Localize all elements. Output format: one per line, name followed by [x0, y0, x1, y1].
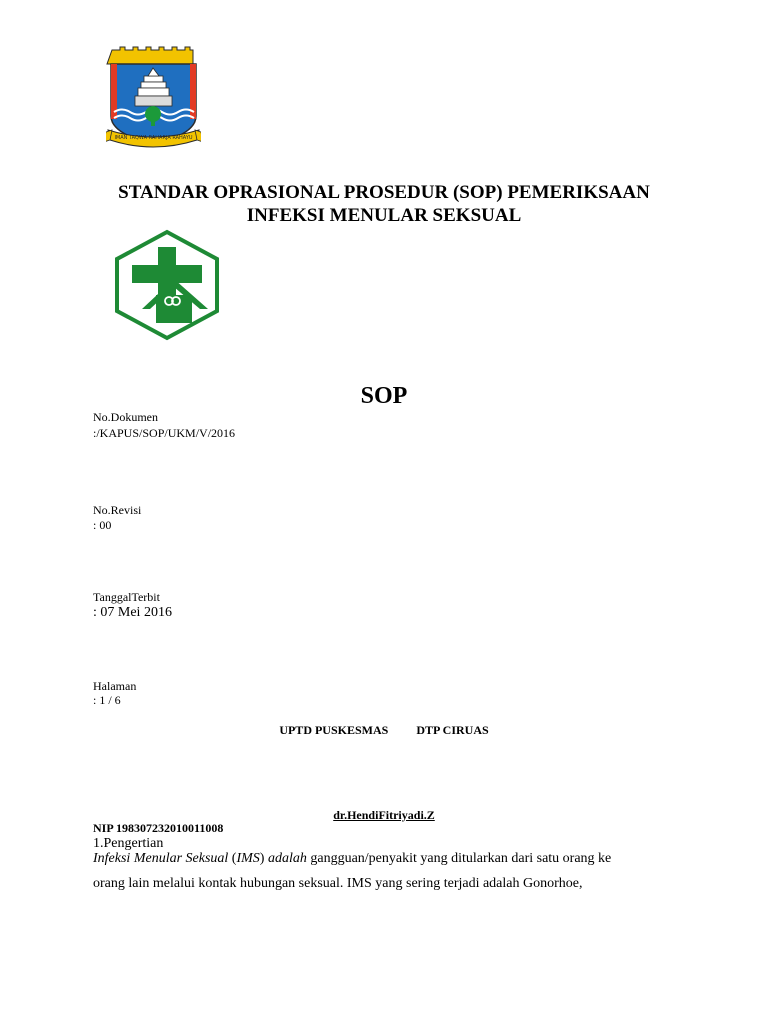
document-title [0, 181, 768, 227]
no-revisi-value: : 00 [93, 518, 112, 532]
section-title: 1.Pengertian [93, 836, 164, 851]
title-line-2: INFEKSI MENULAR SEKSUAL [246, 205, 522, 226]
uptd-puskesmas-text: UPTD PUSKESMAS [279, 723, 389, 737]
uptd-ciruas-text: DTP CIRUAS [416, 723, 489, 737]
tanggal-terbit-value: : 07 Mei 2016 [93, 605, 172, 620]
ims-term: Infeksi Menular Seksual [93, 851, 229, 866]
uptd-line [0, 723, 768, 738]
adalah-word: adalah [264, 851, 307, 866]
emblem-ribbon-text: IMAN TAQWA RAHARJA RAHAYU [114, 135, 193, 141]
halaman-label: Halaman [93, 679, 137, 693]
no-dokumen-value: :/KAPUS/SOP/UKM/V/2016 [93, 426, 236, 440]
signer-name: dr.HendiFitriyadi.Z [333, 808, 435, 822]
puskesmas-logo-icon [112, 229, 222, 341]
title-line-1: STANDAR OPRASIONAL PROSEDUR (SOP) PEMERIKSAAN [118, 182, 650, 203]
halaman-value: : 1 / 6 [93, 693, 121, 707]
no-revisi-label: No.Revisi [93, 503, 142, 517]
signer-nip: NIP 198307232010011008 [93, 821, 224, 835]
no-dokumen-label: No.Dokumen [93, 410, 158, 424]
paragraph-line-1 [93, 851, 611, 867]
paragraph-line-1-rest: gangguan/penyakit yang ditularkan dari satu orang ke [306, 851, 612, 866]
paren-close: ) [259, 851, 265, 866]
paragraph-line-2: orang lain melalui kontak hubungan seksual. IMS yang sering terjadi adalah Gonorhoe, [93, 876, 583, 891]
sop-heading: SOP [360, 383, 408, 409]
ims-abbr: IMS [236, 851, 260, 866]
banten-province-emblem-icon [106, 46, 201, 156]
tanggal-terbit-label: TanggalTerbit [93, 590, 160, 604]
paren-open: ( [228, 851, 237, 866]
